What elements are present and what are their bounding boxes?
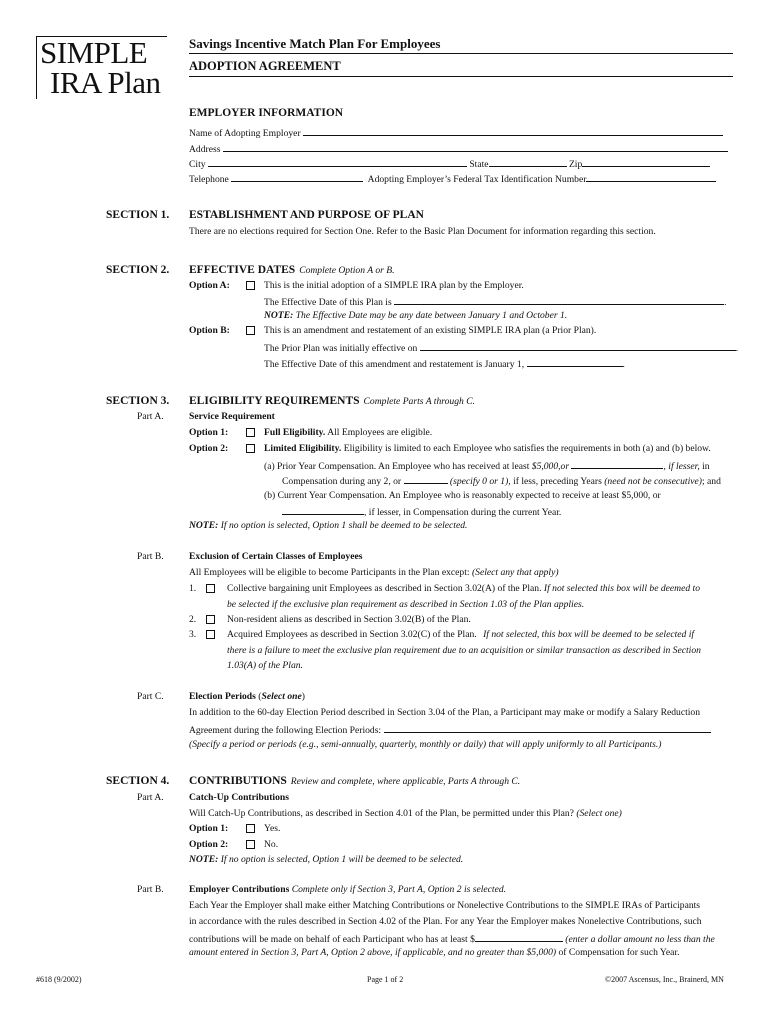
catch-up-yes-text: Yes. — [264, 823, 281, 834]
option-a-note-label: NOTE: — [264, 310, 294, 321]
exclusion-2-checkbox[interactable] — [206, 615, 215, 624]
employer-contributions-note: Complete only if Section 3, Part A, Option 2 is selected. — [291, 884, 507, 895]
s4-option-2-label: Option 2: — [189, 839, 229, 850]
employer-contributions-line-1: Each Year the Employer shall make either Matching Contributions or Nonelective Contributions to the SIMPLE IRAs of Participants — [189, 900, 701, 911]
logo-line-1: SIMPLE — [40, 35, 148, 70]
exclusion-1-label: Collective bargaining unit Employees as described in Section 3.02(A) of the Plan. — [227, 583, 542, 594]
s3-part-b-label: Part B. — [137, 551, 164, 562]
s4-option-1-label: Option 1: — [189, 823, 229, 834]
s3-part-b-intro-text: All Employees will be eligible to become Participants in the Plan except: — [189, 567, 470, 578]
option-a-checkbox[interactable] — [246, 281, 255, 290]
s3-part-b-title: Exclusion of Certain Classes of Employees — [189, 551, 363, 562]
option-a-note — [264, 310, 567, 322]
s3-part-a-note-label: NOTE: — [189, 520, 219, 531]
option-b-checkbox[interactable] — [246, 326, 255, 335]
option-a-label: Option A: — [189, 280, 230, 291]
preceding-years-specify: (specify 0 or 1), — [449, 476, 511, 487]
exclusion-2-text: Non-resident aliens as described in Section 3.02(B) of the Plan. — [227, 614, 471, 625]
simple-ira-logo — [36, 36, 168, 100]
employer-info-heading: EMPLOYER INFORMATION — [189, 107, 344, 119]
employer-contributions-title: Employer Contributions — [189, 884, 290, 895]
prior-year-years-text: Compensation during any 2, or — [282, 476, 402, 487]
address-row — [189, 142, 728, 156]
section-2-note: Complete Option A or B. — [299, 265, 395, 276]
full-eligibility-label: Full Eligibility. — [264, 427, 326, 438]
section-2-title: EFFECTIVE DATES — [189, 264, 296, 276]
city-row — [189, 157, 710, 171]
employer-name-field[interactable] — [303, 126, 723, 136]
prior-year-comp-row — [264, 459, 710, 473]
taxid-field[interactable] — [586, 172, 716, 182]
election-periods-note: Select one — [261, 691, 302, 702]
exclusion-1-note-2: be selected if the exclusive plan requirement as described in Section 1.03 of the Plan applies. — [227, 599, 585, 610]
election-periods-row — [189, 723, 711, 737]
exclusion-3-note-3: 1.03(A) of the Plan. — [227, 660, 303, 671]
catch-up-yes-checkbox[interactable] — [246, 824, 255, 833]
header-rule-1 — [189, 53, 733, 54]
exclusion-1-text — [227, 583, 700, 595]
preceding-years-end: ; and — [701, 476, 721, 487]
s4-part-a-note-text: If no option is selected, Option 1 will be deemed to be selected. — [220, 854, 464, 865]
employer-contributions-line-3 — [189, 932, 715, 946]
s3-option-1-label: Option 1: — [189, 427, 229, 438]
zip-label: Zip — [568, 159, 583, 170]
telephone-row — [189, 172, 716, 186]
s3-option-1-text — [264, 427, 432, 439]
nonelective-amount-note: (enter a dollar amount no less than the — [565, 934, 715, 945]
prior-year-in: in — [702, 461, 710, 472]
restatement-year-field[interactable] — [527, 357, 623, 367]
option-b-text: This is an amendment and restatement of an existing SIMPLE IRA plan (a Prior Plan). — [264, 325, 597, 336]
exclusion-3-text — [227, 629, 694, 641]
s3-part-c-label: Part C. — [137, 691, 164, 702]
taxid-label: Adopting Employer’s Federal Tax Identification Number — [367, 174, 587, 185]
page-number: Page 1 of 2 — [367, 975, 404, 984]
s4-part-a-note-label: NOTE: — [189, 854, 219, 865]
exclusion-3-checkbox[interactable] — [206, 630, 215, 639]
exclusion-1-number: 1. — [189, 583, 197, 594]
address-field[interactable] — [223, 142, 728, 152]
current-year-comp-field[interactable] — [282, 505, 364, 515]
prior-year-years-row — [282, 474, 721, 488]
full-eligibility-text: All Employees are eligible. — [327, 427, 433, 438]
section-4-title: CONTRIBUTIONS — [189, 775, 287, 787]
exclusion-3-note-2: there is a failure to meet the exclusive plan requirement due to an acquisition or similar transaction as described in Section — [227, 645, 701, 656]
zip-field[interactable] — [582, 157, 710, 167]
current-year-comp-row — [282, 505, 561, 519]
full-eligibility-checkbox[interactable] — [246, 428, 255, 437]
s3-part-a-note-text: If no option is selected, Option 1 shall be deemed to be selected. — [220, 520, 468, 531]
s3-part-b-intro — [189, 567, 559, 579]
state-field[interactable] — [489, 157, 567, 167]
section-1-label: SECTION 1. — [106, 209, 170, 221]
telephone-label: Telephone — [189, 174, 229, 185]
telephone-field[interactable] — [231, 172, 363, 182]
exclusion-1-note: If not selected this box will be deemed to — [543, 583, 701, 594]
s4-part-b-label: Part B. — [137, 884, 164, 895]
option-b-prior-label: The Prior Plan was initially effective on — [264, 343, 418, 354]
catch-up-no-text: No. — [264, 839, 279, 850]
prior-year-comp-amount: $5,000,or — [531, 461, 570, 472]
nonelective-text: contributions will be made on behalf of each Participant who has at least $ — [189, 934, 475, 945]
logo-line-2: IRA Plan — [50, 65, 161, 100]
form-number: #618 (9/2002) — [36, 975, 82, 984]
nonelective-amount-field[interactable] — [475, 932, 563, 942]
employer-name-row — [189, 126, 723, 140]
prior-plan-date-field[interactable] — [420, 341, 736, 351]
exclusion-3-label: Acquired Employees as described in Section 3.02(C) of the Plan. — [227, 629, 477, 640]
current-year-comp-suffix: , if lesser, in Compensation during the current Year. — [364, 507, 562, 518]
catch-up-question-note: (Select one) — [576, 808, 622, 819]
exclusion-3-note: If not selected, this box will be deemed to be selected if — [483, 629, 695, 640]
section-2-heading — [189, 264, 395, 276]
s4-part-a-label: Part A. — [137, 792, 164, 803]
option-a-effective-label: The Effective Date of this Plan is — [264, 297, 392, 308]
document-subtitle: ADOPTION AGREEMENT — [189, 59, 341, 73]
section-4-heading — [189, 775, 520, 787]
section-4-label: SECTION 4. — [106, 775, 170, 787]
employer-name-label: Name of Adopting Employer — [189, 128, 301, 139]
nonelective-compensation-text: of Compensation for such Year. — [558, 947, 680, 958]
s4-part-a-note — [189, 854, 463, 866]
section-1-heading: ESTABLISHMENT AND PURPOSE OF PLAN — [189, 209, 424, 221]
s3-part-c-title: Election Periods (Select one) — [189, 691, 305, 702]
copyright: ©2007 Ascensus, Inc., Brainerd, MN — [605, 975, 724, 984]
section-2-label: SECTION 2. — [106, 264, 170, 276]
election-periods-title: Election Periods — [189, 691, 256, 702]
section-3-label: SECTION 3. — [106, 395, 170, 407]
city-label: City — [189, 159, 206, 170]
exclusion-2-number: 2. — [189, 614, 197, 625]
exclusion-3-number: 3. — [189, 629, 197, 640]
state-label: State — [469, 159, 489, 170]
address-label: Address — [189, 144, 221, 155]
option-b-effective-label: The Effective Date of this amendment and restatement is January 1, — [264, 359, 525, 370]
option-b-effective-row: The Effective Date of this amendment and restatement is January 1, . — [264, 359, 625, 370]
current-year-comp-text: (b) Current Year Compensation. An Employee who is reasonably expected to receive at least $5,000, or — [264, 490, 661, 501]
employer-contributions-line-2: in accordance with the rules described in Section 4.02 of the Plan. For any Year the Employer makes Nonelective Contributions, such — [189, 916, 702, 927]
nonelective-amount-note-2: amount entered in Section 3, Part A, Option 2 above, if applicable, and no greater than $5,000) — [189, 947, 557, 958]
option-a-effective-row: The Effective Date of this Plan is . — [264, 297, 727, 308]
prior-year-if-lesser: , if lesser, — [663, 461, 700, 472]
s3-option-2-label: Option 2: — [189, 443, 229, 454]
city-field[interactable] — [208, 157, 467, 167]
option-a-effective-date-field[interactable] — [394, 295, 724, 305]
preceding-years-field[interactable] — [404, 474, 448, 484]
limited-eligibility-label: Limited Eligibility. — [264, 443, 342, 454]
option-b-prior-row: The Prior Plan was initially effective on . — [264, 343, 739, 354]
section-3-heading — [189, 395, 475, 407]
header-rule-2 — [189, 76, 733, 77]
section-1-text: There are no elections required for Section One. Refer to the Basic Plan Document for information regarding this section. — [189, 226, 656, 237]
section-4-note: Review and complete, where applicable, Parts A through C. — [290, 776, 521, 787]
section-3-title: ELIGIBILITY REQUIREMENTS — [189, 395, 360, 407]
election-periods-text-2: Agreement during the following Election Periods: — [189, 725, 382, 736]
s4-part-b-title-row — [189, 884, 506, 896]
s3-part-a-title: Service Requirement — [189, 411, 275, 422]
s3-part-b-intro-note: (Select any that apply) — [471, 567, 559, 578]
document-title: Savings Incentive Match Plan For Employees — [189, 36, 441, 51]
catch-up-question-text: Will Catch-Up Contributions, as described in Section 4.01 of the Plan, be permitted under this Plan? — [189, 808, 574, 819]
election-periods-text-1: In addition to the 60-day Election Period described in Section 3.04 of the Plan, a Participant may make or modify a Salary Reduction — [189, 707, 701, 718]
limited-eligibility-checkbox[interactable] — [246, 444, 255, 453]
election-periods-text-3: (Specify a period or periods (e.g., semi-annually, quarterly, monthly or daily) that will apply uniformly to all Participants.) — [189, 739, 662, 750]
option-a-note-text: The Effective Date may be any date between January 1 and October 1. — [295, 310, 568, 321]
limited-eligibility-text: Eligibility is limited to each Employee who satisfies the requirements in both (a) and (b) below. — [343, 443, 711, 454]
catch-up-no-checkbox[interactable] — [246, 840, 255, 849]
prior-year-comp-text: (a) Prior Year Compensation. An Employee who has received at least — [264, 461, 530, 472]
preceding-years-note: (need not be consecutive) — [604, 476, 702, 487]
employer-contributions-line-4 — [189, 947, 679, 959]
catch-up-question — [189, 808, 622, 820]
exclusion-1-checkbox[interactable] — [206, 584, 215, 593]
option-a-text: This is the initial adoption of a SIMPLE IRA plan by the Employer. — [264, 280, 524, 291]
prior-year-comp-field[interactable] — [571, 459, 663, 469]
election-periods-field[interactable] — [384, 723, 711, 733]
s3-part-a-label: Part A. — [137, 411, 164, 422]
s3-option-2-text — [264, 443, 711, 455]
s4-part-a-title: Catch-Up Contributions — [189, 792, 289, 803]
s3-part-a-note — [189, 520, 467, 532]
section-3-note: Complete Parts A through C. — [363, 396, 476, 407]
preceding-years-mid: if less, preceding Years — [513, 476, 602, 487]
option-b-label: Option B: — [189, 325, 230, 336]
